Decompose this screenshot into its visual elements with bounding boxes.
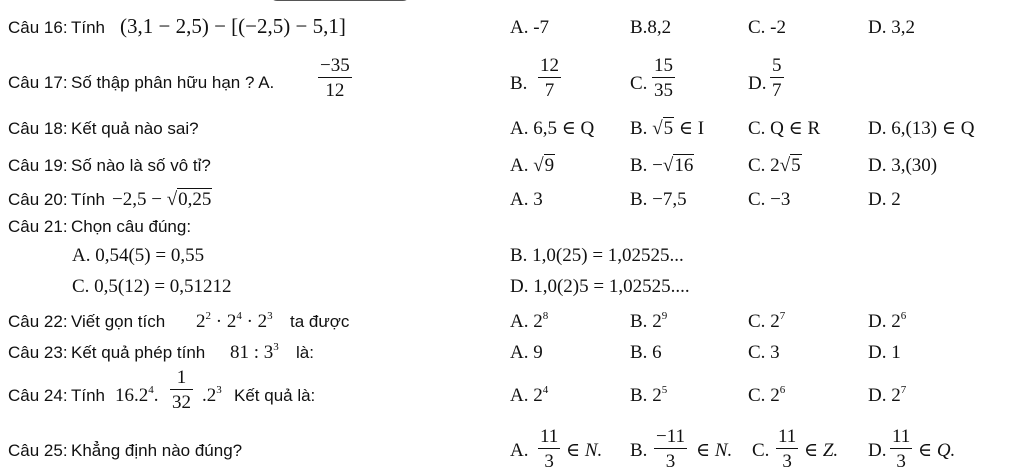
option-a[interactable]: A. √9 (510, 155, 555, 176)
exponent: 7 (779, 310, 786, 322)
numerator: 11 (540, 426, 559, 447)
option-c[interactable]: C. 0,5(12) = 0,51212 (72, 276, 232, 297)
option-d[interactable]: D. 2 (868, 189, 901, 210)
question-text: Tính (71, 386, 106, 405)
denominator: 7 (538, 77, 561, 100)
option-b[interactable]: B. 1,0(25) = 1,02525... (510, 245, 684, 266)
question-text: Số nào là số vô tỉ? (71, 156, 211, 175)
question-label: Câu 22: (8, 312, 68, 331)
denominator: 12 (318, 77, 352, 100)
option-prefix: A. (510, 385, 529, 406)
option-prefix: B. (630, 385, 648, 406)
base: 2 (770, 385, 780, 406)
option-a[interactable]: A. 6,5 ∈ Q (510, 118, 595, 139)
option-c[interactable]: C. -2 (748, 17, 786, 38)
option-b[interactable]: B.8,2 (630, 17, 672, 38)
fraction-option-a (538, 427, 560, 471)
denominator: 7 (770, 77, 784, 100)
base: 2 (891, 311, 901, 332)
option-b[interactable]: B. −√16 (630, 155, 694, 176)
option-tail: ∈ I (678, 118, 705, 139)
exponent: 9 (661, 310, 668, 322)
radicand: 16 (674, 155, 694, 176)
option-c[interactable] (748, 386, 785, 405)
radicand: 5 (663, 118, 674, 139)
question-label: Câu 20: (8, 190, 68, 209)
cropped-previous-line (270, 0, 410, 1)
denominator: 3 (776, 448, 798, 471)
exponent: 4 (542, 384, 549, 396)
option-b[interactable] (630, 386, 667, 405)
numerator: 12 (540, 55, 559, 76)
option-d[interactable] (868, 312, 906, 331)
option-b[interactable]: B. −7,5 (630, 189, 687, 210)
option-prefix: B. − (630, 155, 663, 176)
numerator: 1 (176, 367, 187, 388)
option-a-prefix[interactable]: A. (510, 440, 529, 461)
expression-base: 16.2 (115, 385, 149, 406)
fraction-option-b (654, 427, 687, 471)
question-text: Khẳng định nào đúng? (71, 441, 243, 460)
base: 2 (652, 311, 662, 332)
option-b[interactable]: B. 6 (630, 342, 662, 363)
option-a[interactable]: A. 9 (510, 342, 543, 363)
expression-base: .2 (202, 385, 217, 406)
option-d[interactable]: D. 3,(30) (868, 155, 938, 176)
question-text: Tính (71, 18, 106, 37)
option-a[interactable]: A. 3 (510, 189, 543, 210)
expression (230, 343, 279, 362)
exponent: 4 (148, 384, 154, 396)
fraction-option-c (776, 427, 798, 471)
base: 2 (533, 385, 543, 406)
option-d[interactable] (868, 386, 906, 405)
option-b[interactable]: B. √5 ∈ I (630, 118, 705, 139)
expression-part-b (202, 386, 222, 405)
expression-base: 81 : 3 (230, 342, 274, 363)
fraction-option-a[interactable] (318, 56, 352, 100)
question-text: Tính (71, 190, 106, 209)
base: 2 (196, 311, 206, 332)
option-a[interactable]: A. -7 (510, 17, 550, 38)
question-label: Câu 18: (8, 119, 68, 138)
option-prefix: C. (748, 311, 766, 332)
option-d[interactable]: D. 6,(13) ∈ Q (868, 118, 975, 139)
exponent: 3 (216, 384, 222, 396)
option-c[interactable] (748, 312, 785, 331)
option-prefix: A. (510, 311, 529, 332)
expression: $2^2 \cdot 2^4 \cdot 2^3$ (196, 310, 273, 332)
option-c[interactable]: C. Q ∈ R (748, 118, 821, 139)
option-c-tail: ∈ Z. (804, 440, 839, 461)
option-d-prefix[interactable]: D. (748, 73, 767, 94)
numerator: −11 (656, 426, 686, 447)
numerator: 15 (654, 55, 673, 76)
question-text: Chọn câu đúng: (71, 217, 192, 236)
expression-part-a: 16.2$^4$. (115, 384, 159, 406)
denominator: 3 (890, 448, 912, 471)
question-label: Câu 23: (8, 343, 68, 362)
exponent: 4 (236, 310, 242, 322)
question-label: Câu 21: (8, 217, 68, 236)
question-tail: ta được (290, 312, 350, 331)
option-b-prefix[interactable]: B. (510, 73, 528, 94)
denominator: 3 (538, 448, 560, 471)
option-b-tail: ∈ N. (696, 440, 733, 461)
option-prefix: D. (868, 311, 887, 332)
option-c[interactable]: C. −3 (748, 189, 791, 210)
option-b-prefix[interactable]: B. (630, 440, 648, 461)
question-label: Câu 19: (8, 156, 68, 175)
numerator: −35 (320, 55, 350, 76)
question-text: Kết quả phép tính (71, 343, 206, 362)
question-tail: là: (296, 343, 314, 362)
radicand: 9 (544, 155, 555, 176)
fraction-option-d[interactable] (770, 56, 784, 100)
base: 2 (533, 311, 543, 332)
option-a[interactable] (510, 386, 548, 405)
option-a-tail: ∈ N. (566, 440, 603, 461)
option-prefix: B. (630, 118, 648, 139)
denominator: 35 (652, 77, 675, 100)
option-prefix: A. (510, 155, 529, 176)
option-d[interactable]: D. 3,2 (868, 17, 915, 38)
fraction-option-b[interactable] (538, 56, 561, 100)
option-prefix: C. 2 (748, 155, 780, 176)
numerator: 5 (772, 55, 782, 76)
denominator: 32 (170, 389, 193, 412)
question-text: Kết quả nào sai? (71, 119, 199, 138)
fraction (170, 368, 193, 412)
exponent: 3 (273, 341, 279, 353)
expression: −2,5 − √0,25 (112, 189, 212, 210)
fraction-option-d (890, 427, 912, 471)
radicand: 0,25 (178, 189, 212, 210)
question-text: Số thập phân hữu hạn ? A. (71, 73, 275, 92)
option-d[interactable]: D. 1 (868, 342, 901, 363)
radicand: 5 (791, 155, 801, 176)
option-prefix: C. (748, 385, 766, 406)
denominator: 3 (654, 448, 687, 471)
question-label: Câu 24: (8, 386, 68, 405)
question-tail: Kết quả là: (234, 386, 316, 405)
option-d-tail: ∈ Q. (918, 440, 956, 461)
base: 2 (891, 385, 901, 406)
option-c-prefix[interactable]: C. (630, 73, 648, 94)
base: 2 (770, 311, 780, 332)
question-text: Viết gọn tích (71, 312, 166, 331)
exponent: 3 (267, 310, 273, 322)
option-prefix: B. (630, 311, 648, 332)
exponent: 5 (661, 384, 668, 396)
question-label: Câu 16: (8, 18, 68, 37)
expression: (3,1 − 2,5) − [(−2,5) − 5,1] (120, 14, 346, 38)
option-c[interactable]: C. 2√5 (748, 155, 801, 176)
base: 2 (652, 385, 662, 406)
exponent: 8 (542, 310, 549, 322)
base: 2 (257, 311, 268, 332)
question-label: Câu 25: (8, 441, 68, 460)
option-prefix: D. (868, 385, 887, 406)
exponent: 2 (205, 310, 211, 322)
option-c[interactable]: C. 3 (748, 342, 780, 363)
exponent: 7 (900, 384, 907, 396)
numerator: 11 (778, 426, 797, 447)
exponent: 6 (900, 310, 907, 322)
option-a[interactable] (510, 312, 548, 331)
option-a[interactable]: A. 0,54(5) = 0,55 (72, 245, 205, 266)
option-d[interactable]: D. 1,0(2)5 = 1,02525.... (510, 276, 690, 297)
numerator: 11 (892, 426, 911, 447)
question-label: Câu 17: (8, 73, 68, 92)
base: 2 (226, 311, 237, 332)
expression-prefix: −2,5 − (112, 189, 162, 210)
option-b[interactable] (630, 312, 667, 331)
option-d-prefix[interactable]: D. (868, 440, 887, 461)
fraction-option-c[interactable] (652, 56, 675, 100)
exponent: 6 (779, 384, 786, 396)
option-c-prefix[interactable]: C. (752, 440, 770, 461)
